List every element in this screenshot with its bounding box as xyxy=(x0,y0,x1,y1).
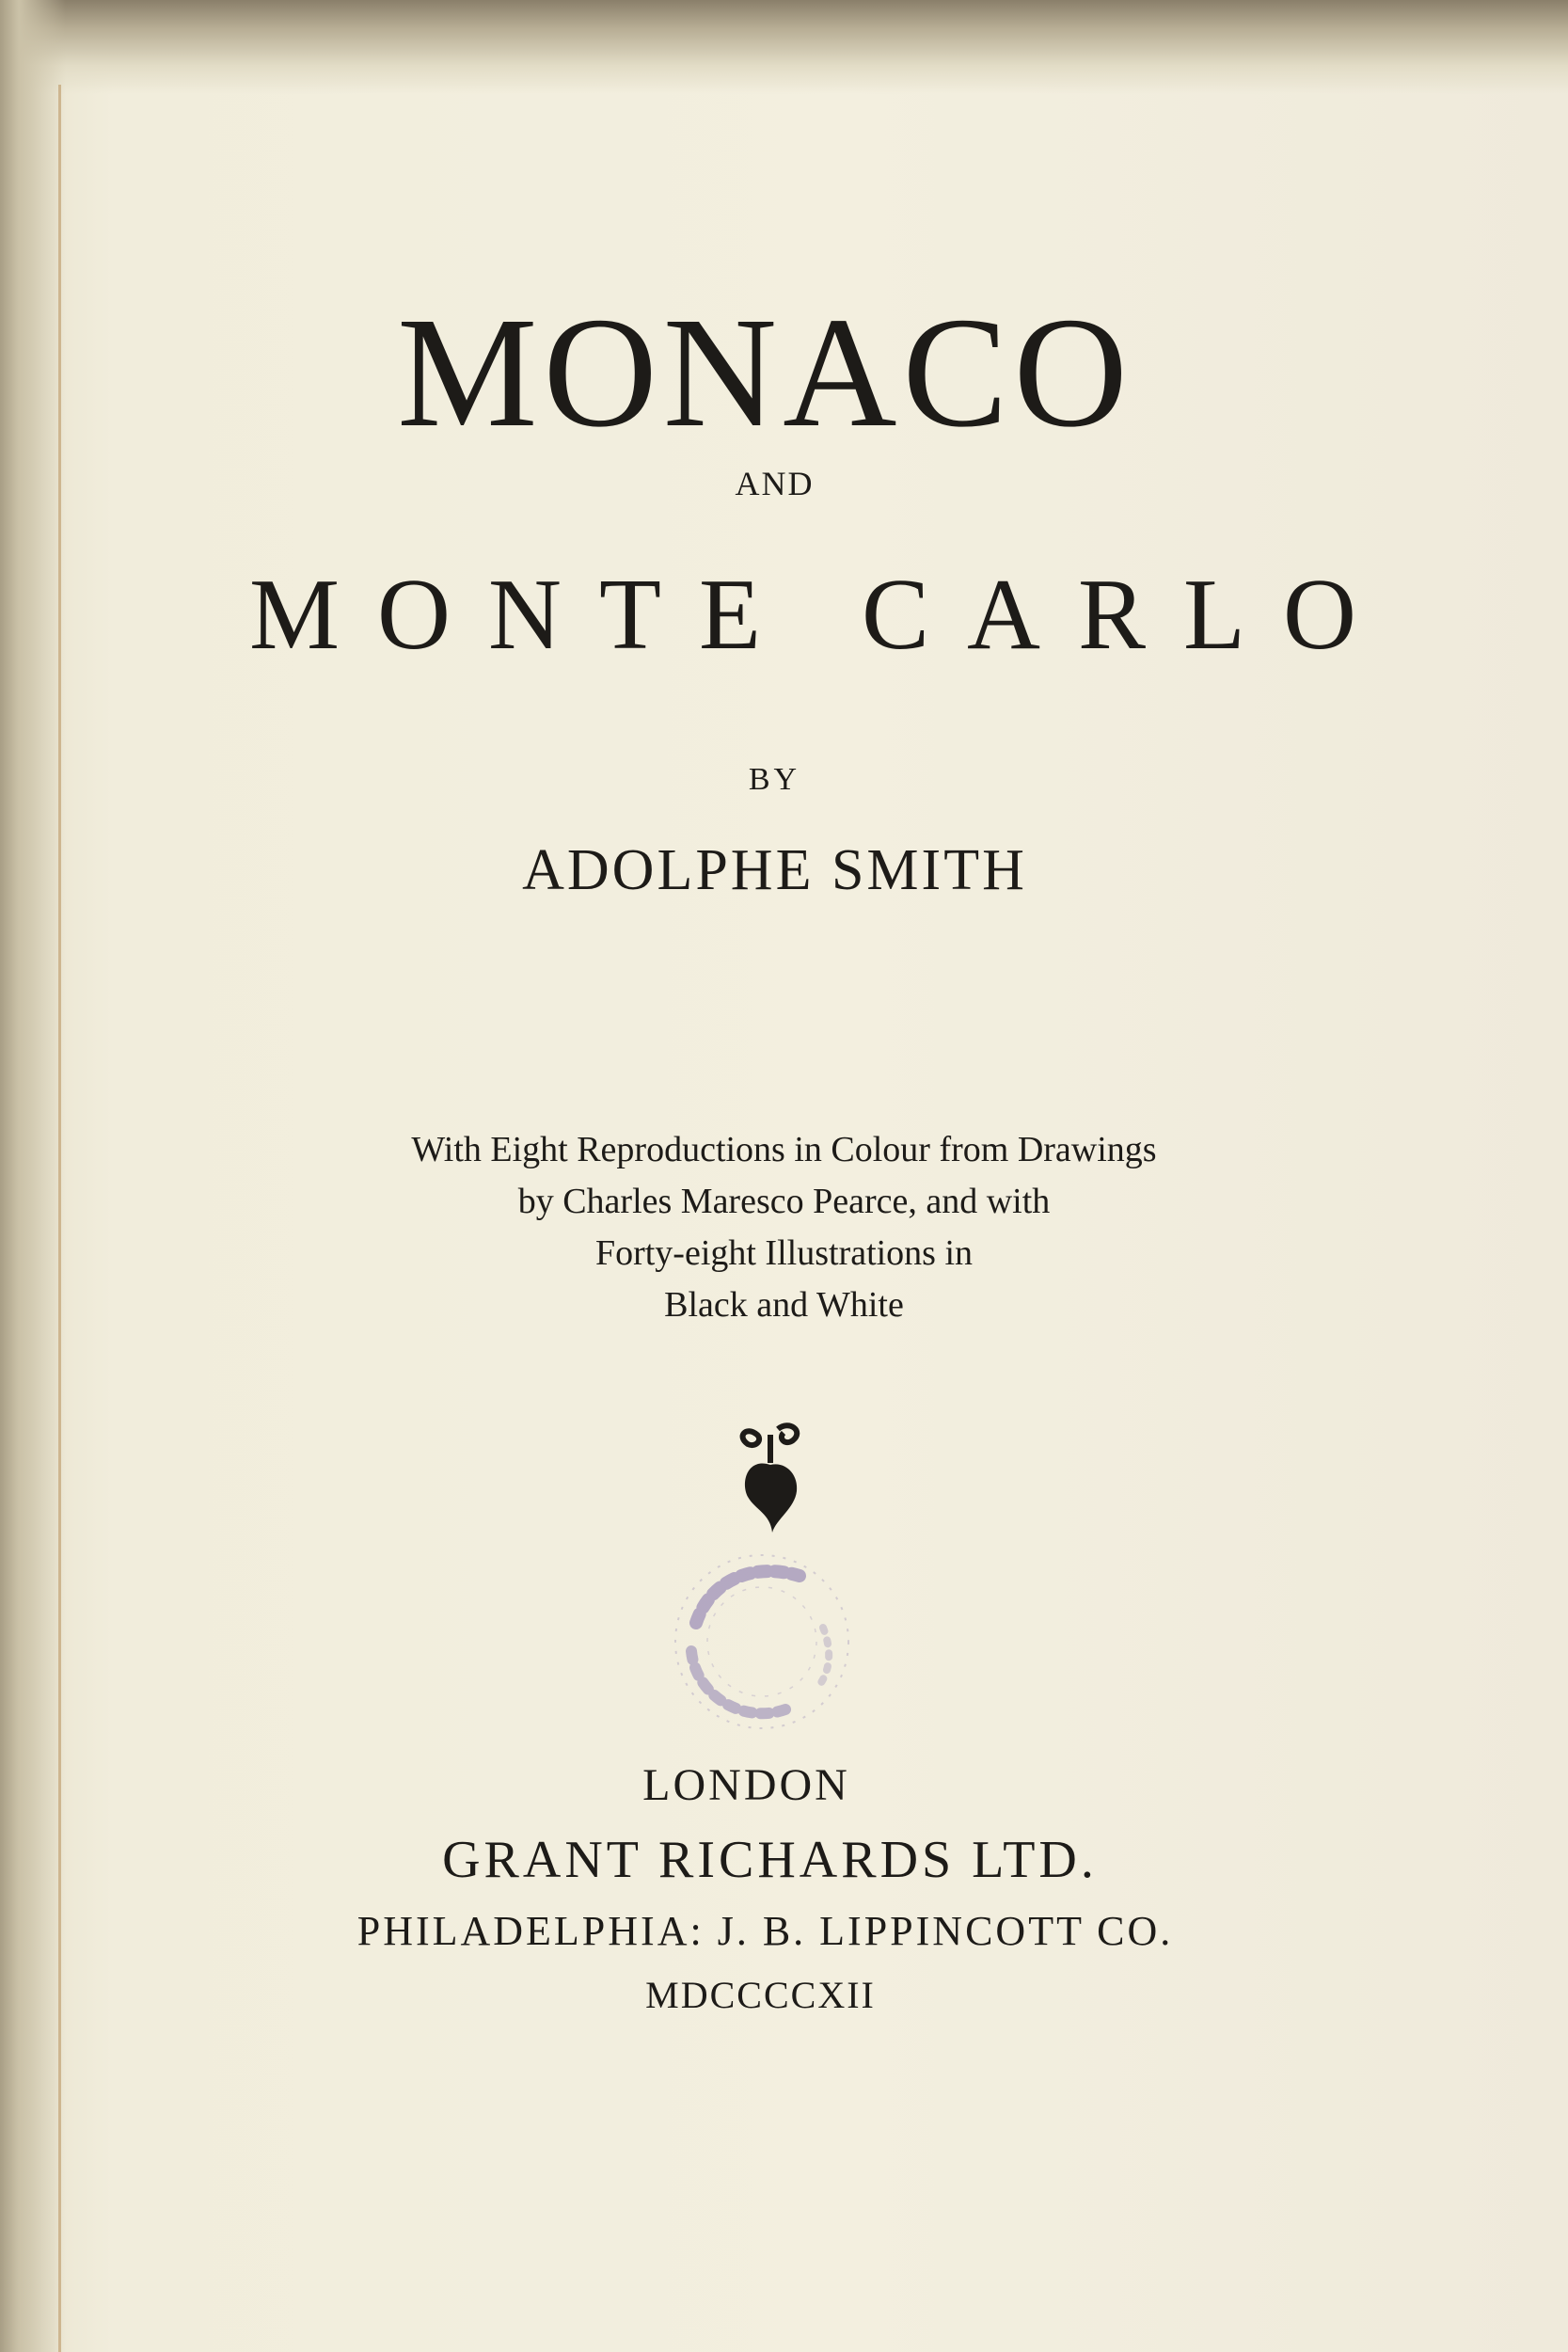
imprint-city: LONDON xyxy=(642,1760,850,1810)
library-stamp-icon xyxy=(658,1538,865,1745)
illustrations-note-line: Black and White xyxy=(664,1285,904,1325)
by-label: BY xyxy=(748,762,801,797)
title-conjunction: AND xyxy=(735,465,815,502)
author-name: ADOLPHE SMITH xyxy=(522,838,1027,902)
imprint-publisher: GRANT RICHARDS LTD. xyxy=(442,1831,1098,1889)
illustrations-note-line: With Eight Reproductions in Colour from Drawings xyxy=(411,1130,1157,1169)
illustrations-note xyxy=(0,1124,1568,1331)
imprint-co-publisher: PHILADELPHIA: J. B. LIPPINCOTT CO. xyxy=(356,1908,1174,1954)
book-subtitle: MONTE CARLO xyxy=(249,559,1394,671)
illustrations-note-line: Forty-eight Illustrations in xyxy=(594,1233,974,1273)
imprint-year: MDCCCCXII xyxy=(645,1974,876,2016)
page-top-shadow xyxy=(0,0,1568,94)
heart-leaf-ornament-icon xyxy=(729,1416,814,1538)
illustrations-note-line: by Charles Maresco Pearce, and with xyxy=(517,1182,1051,1221)
book-title: MONACO xyxy=(397,285,1133,460)
